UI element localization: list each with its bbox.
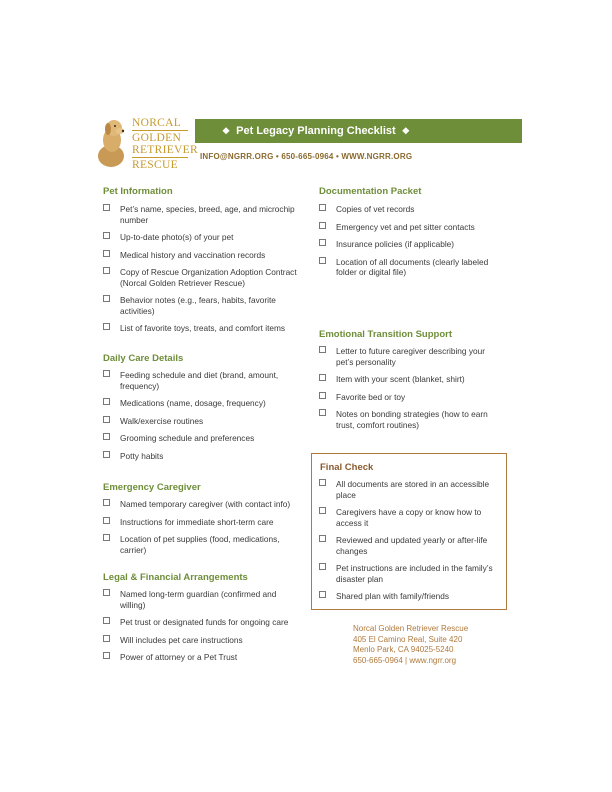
footer-line-1: Norcal Golden Retriever Rescue (353, 624, 469, 633)
checklist-item (103, 534, 298, 555)
checklist-item-label: Shared plan with family/friends (336, 591, 449, 601)
section-title-legal-financial: Legal & Financial Arrangements (103, 572, 248, 583)
checkbox[interactable] (319, 204, 326, 211)
checklist-item (319, 204, 499, 215)
emergency-caregiver-list (103, 499, 298, 562)
logo-rule (132, 130, 188, 131)
checklist-item (103, 433, 298, 444)
checklist-item (319, 535, 501, 556)
checklist-item (103, 635, 303, 646)
logo-line-3: RETRIEVER (132, 144, 198, 156)
checklist-item-label: Letter to future caregiver describing your pet’s personality (336, 346, 485, 367)
logo-rule (132, 157, 188, 158)
checkbox[interactable] (103, 416, 110, 423)
checklist-item-label: Caregivers have a copy or know how to access it (336, 507, 482, 528)
section-title-pet-information: Pet Information (103, 186, 173, 197)
checkbox[interactable] (319, 591, 326, 598)
title-banner (195, 119, 522, 143)
pet-information-list (103, 204, 298, 341)
checkbox[interactable] (103, 250, 110, 257)
checklist-item-label: Named temporary caregiver (with contact info) (120, 499, 291, 509)
checklist-item-label: Copies of vet records (336, 204, 415, 214)
checklist-item-label: Location of all documents (clearly labeled folder or digital file) (336, 256, 489, 277)
checkbox[interactable] (319, 222, 326, 229)
checklist-item-label: Potty habits (120, 450, 164, 461)
logo-text (132, 117, 198, 171)
checklist-item-label: Item with your scent (blanket, shirt) (336, 374, 465, 384)
checkbox[interactable] (319, 257, 326, 264)
documentation-list (319, 204, 499, 285)
checklist-item (319, 374, 499, 385)
checkbox[interactable] (103, 398, 110, 405)
checkbox[interactable] (319, 479, 326, 486)
checklist-item (103, 416, 298, 427)
logo-line-2: GOLDEN (132, 132, 182, 144)
section-title-documentation: Documentation Packet (319, 186, 422, 197)
checklist-item (319, 409, 499, 430)
checklist-item (319, 346, 499, 367)
checklist-item (103, 617, 303, 628)
checklist-item-label: Named long-term guardian (confirmed and willing) (120, 589, 277, 610)
checkbox[interactable] (319, 409, 326, 416)
checklist-item-label: Pet’s name, species, breed, age, and microchip number (120, 204, 295, 225)
section-title-daily-care: Daily Care Details (103, 353, 184, 364)
checklist-item-label: Medications (name, dosage, frequency) (120, 398, 266, 408)
checklist-item-label: Power of attorney or a Pet Trust (120, 652, 238, 662)
footer-address (353, 624, 468, 666)
checklist-item (103, 295, 298, 316)
checkbox[interactable] (319, 239, 326, 246)
checkbox[interactable] (103, 517, 110, 524)
checklist-item-label: Pet trust or designated funds for ongoing care (120, 617, 289, 627)
daily-care-list (103, 370, 298, 468)
checklist-item-label: Walk/exercise routines (120, 415, 204, 426)
checklist-item-label: All documents are stored in an accessible place (336, 479, 490, 500)
checklist-item-label: Notes on bonding strategies (how to earn trust, comfort routines) (336, 409, 488, 430)
checkbox[interactable] (103, 499, 110, 506)
checkbox[interactable] (103, 433, 110, 440)
checklist-item-label: Will includes pet care instructions (120, 634, 243, 645)
footer-line-3: Menlo Park, CA 94025-5240 (353, 645, 454, 654)
checklist-item (319, 392, 499, 403)
checklist-item (103, 267, 298, 288)
checkbox[interactable] (103, 370, 110, 377)
checkbox[interactable] (103, 232, 110, 239)
checklist-item-label: Behavior notes (e.g., fears, habits, favorite activities) (120, 295, 276, 316)
golden-retriever-icon (94, 116, 128, 168)
logo-line-4: RESCUE (132, 159, 178, 171)
section-title-final-check: Final Check (320, 462, 374, 473)
checklist-item (103, 250, 298, 261)
checklist-item-label: Emergency vet and pet sitter contacts (336, 221, 475, 232)
checklist-item-label: Medical history and vaccination records (120, 249, 266, 260)
checklist-item-label: Favorite bed or toy (336, 391, 406, 402)
section-title-emotional-support: Emotional Transition Support (319, 329, 452, 340)
paw-icon: ❖ (222, 126, 231, 136)
checklist-item-label: Location of pet supplies (food, medications, carrier) (120, 534, 280, 555)
checkbox[interactable] (319, 392, 326, 399)
checklist-item (103, 499, 298, 510)
checkbox[interactable] (103, 617, 110, 624)
paw-icon: ❖ (401, 126, 410, 136)
checklist-item (103, 204, 298, 225)
section-title-emergency-caregiver: Emergency Caregiver (103, 482, 201, 493)
footer-line-4: 650-665-0964 | www.ngrr.org (353, 655, 457, 665)
logo-line-1: NORCAL (132, 117, 182, 129)
checkbox[interactable] (103, 267, 110, 274)
checklist-item (319, 591, 501, 602)
checkbox[interactable] (103, 652, 110, 659)
checklist-item (103, 589, 303, 610)
checkbox[interactable] (103, 635, 110, 642)
checklist-item (319, 257, 499, 278)
final-check-list (319, 479, 501, 609)
checklist-item (319, 507, 501, 528)
checklist-item (319, 563, 501, 584)
checklist-item (103, 451, 298, 462)
checklist-item-label: Reviewed and updated yearly or after-life changes (336, 535, 488, 556)
logo (90, 114, 198, 171)
checklist-item (319, 222, 499, 233)
footer-line-2: 405 El Camino Real, Suite 420 (353, 634, 463, 644)
checklist-item-label: Instructions for immediate short-term care (120, 516, 274, 527)
checklist-item (103, 652, 303, 663)
page-title: Pet Legacy Planning Checklist (236, 125, 396, 137)
checkbox[interactable] (319, 346, 326, 353)
checklist-item-label: Up-to-date photo(s) of your pet (120, 232, 234, 242)
checkbox[interactable] (103, 451, 110, 458)
checkbox[interactable] (103, 323, 110, 330)
checklist-item (319, 479, 501, 500)
contact-line: INFO@NGRR.ORG • 650-665-0964 • WWW.NGRR.ORG (200, 152, 413, 161)
checklist-item (103, 398, 298, 409)
checkbox[interactable] (103, 295, 110, 302)
checklist-item-label: Insurance policies (if applicable) (336, 239, 455, 249)
checklist-item-label: List of favorite toys, treats, and comfort items (120, 323, 286, 333)
checklist-item-label: Grooming schedule and preferences (120, 433, 255, 443)
checklist-item-label: Pet instructions are included in the family’s disaster plan (336, 563, 493, 584)
checkbox[interactable] (103, 589, 110, 596)
checkbox[interactable] (319, 563, 326, 570)
checklist-item (103, 370, 298, 391)
checklist-item-label: Feeding schedule and diet (brand, amount, frequency) (120, 370, 279, 391)
final-check-box (311, 453, 507, 610)
checkbox[interactable] (319, 374, 326, 381)
checkbox[interactable] (319, 507, 326, 514)
checklist-item (319, 239, 499, 250)
checklist-item (103, 232, 298, 243)
checkbox[interactable] (103, 204, 110, 211)
checklist-item (103, 517, 298, 528)
checkbox[interactable] (319, 535, 326, 542)
legal-financial-list (103, 589, 303, 670)
checkbox[interactable] (103, 534, 110, 541)
checklist-item (103, 323, 298, 334)
checklist-item-label: Copy of Rescue Organization Adoption Contract (Norcal Golden Retriever Rescue) (120, 267, 297, 288)
emotional-support-list (319, 346, 499, 437)
